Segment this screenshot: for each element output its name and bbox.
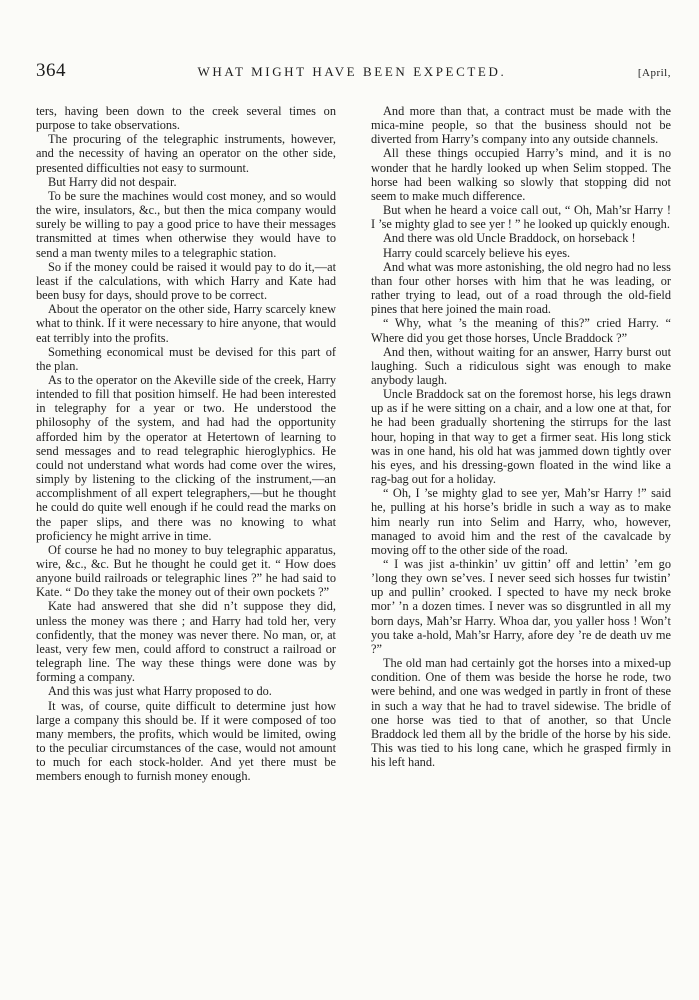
paragraph: Harry could scarcely believe his eyes. xyxy=(383,245,571,260)
paragraph: And this was just what Harry proposed to do. xyxy=(48,684,272,699)
paragraph: It was, of course, quite difficult to determine just how large a company this should be. If it were composed of too many members, the profits, which would be limited, owing to the peculiar circumstances of the case, would not amount to much for each stock-holder. And yet there must be members enough to furnish money enough. xyxy=(36,698,336,784)
paragraph: Of course he had no money to buy telegraphic apparatus, wire, &c., &c. But he thought he could get it. “ How does anyone build railroads or telegraphic lines ?” he had said to Kate. “ Do they take the money out of their own pockets ?” xyxy=(36,542,336,600)
paragraph: As to the operator on the Akeville side of the creek, Harry intended to fill that position himself. He had been interested in telegraphy for a year or two. He understood the philosophy of the system, and had had the opportunity afforded him by the operator at Hetertown of learning to send messages and to read telegraphic hieroglyphics. He could not understand what words had come over the wires, simply by listening to the clicking of the instrument,—an accomplishment of all expert telegraphers,—but he thought he could do quite well enough if he could read the marks on the paper slips, and there was no knowing to what proficiency he might arrive in time. xyxy=(36,372,336,543)
paragraph: And then, without waiting for an answer, Harry burst out laughing. Such a ridiculous sight was enough to make anybody laugh. xyxy=(371,344,671,387)
paragraph: Kate had answered that she did n’t suppose they did, unless the money was there ; and Harry had told her, very confidently, that the money was never there. No man, or, at least, very few men, could afford to construct a railroad or telegraph line. The way these things were done was by forming a company. xyxy=(36,599,336,685)
running-title: WHAT MIGHT HAVE BEEN EXPECTED. xyxy=(197,64,507,79)
paragraph: But when he heard a voice call out, “ Oh, Mah’sr Harry ! I ’se mighty glad to see yer ! ” he looked up quickly enough. xyxy=(371,203,671,232)
paragraph: The old man had certainly got the horses into a mixed-up condition. One of them was beside the horse he rode, two were behind, and one was wedged in partly in front of these in such a way that he had to travel sidewise. The bridle of one horse was tied to that of another, so that Uncle Braddock led them all by the bridle of the horse by his side. This was tied to his long cane, which he grasped firmly in his left hand. xyxy=(371,656,671,770)
paragraph: “ Why, what ’s the meaning of this?” cried Harry. “ Where did you get those horses, Uncle Braddock ?” xyxy=(371,316,671,345)
left-column xyxy=(36,104,336,970)
paragraph: Uncle Braddock sat on the foremost horse, his legs drawn up as if he were sitting on a chair, and a low one at that, for he had been gradually shortening the stirrups for the last hour, hoping in that way to get a firmer seat. His long stick was in one hand, his old hat was jammed down tightly over his eyes, and his dressing-gown floated in the wind like a rag-bag out for a holiday. xyxy=(371,387,671,487)
paragraph: To be sure the machines would cost money, and so would the wire, insulators, &c., but then the mica company would surely be willing to pay a good price to have their messages transmitted at times when otherwise they would have to send a man twenty miles to a telegraphic station. xyxy=(36,188,336,260)
running-header xyxy=(36,60,671,86)
paragraph: ters, having been down to the creek several times on purpose to take observations. xyxy=(36,104,336,133)
paragraph: But Harry did not despair. xyxy=(48,174,177,189)
paragraph: “ I was jist a-thinkin’ uv gittin’ off and lettin’ ’em go ’long they own se’ves. I never seed sich hosses fur twistin’ up and pullin’ crooked. I spected to have my neck broke mor’ ’n a dozen times. I never was so disgruntled in all my born days, Mah’sr Harry. Whoa dar, you yaller hoss ! Won’t you take a-hold, Mah’sr Harry, afore dey ’re de death uv me ?” xyxy=(371,557,671,656)
paragraph: The procuring of the telegraphic instruments, however, and the necessity of having an operator on the other side, presented difficulties not easy to surmount. xyxy=(36,132,336,175)
paragraph: And more than that, a contract must be made with the mica-mine people, so that the business should not be diverted from Harry’s company into any outside channels. xyxy=(371,104,671,147)
paragraph: About the operator on the other side, Harry scarcely knew what to think. If it were necessary to hire anyone, that would eat terribly into the profits. xyxy=(36,302,336,345)
paragraph: “ Oh, I ’se mighty glad to see yer, Mah’sr Harry !” said he, pulling at his horse’s bridle in such a way as to make him nearly run into Selim and Harry, who, however, managed to avoid him and the rest of the cavalcade by moving off to the other side of the road. xyxy=(371,486,671,557)
paragraph: So if the money could be raised it would pay to do it,—at least if the calculations, with which Harry and Kate had been busy for days, should prove to be correct. xyxy=(36,259,336,303)
paragraph: All these things occupied Harry’s mind, and it is no wonder that he hardly looked up when Selim stopped. The horse had been walking so slowly that stopping did not seem to make much difference. xyxy=(371,146,671,203)
page-number: 364 xyxy=(36,60,66,81)
month-label: [April, xyxy=(637,67,671,79)
paragraph: Something economical must be devised for this part of the plan. xyxy=(36,344,336,373)
right-column xyxy=(371,104,671,970)
paragraph: And there was old Uncle Braddock, on horseback ! xyxy=(383,231,636,246)
text-columns xyxy=(36,104,671,970)
paragraph: And what was more astonishing, the old negro had no less than four other horses with him that he was leading, or rather trying to lead, out of a road through the old-field pines that here joined the main road. xyxy=(371,259,671,317)
